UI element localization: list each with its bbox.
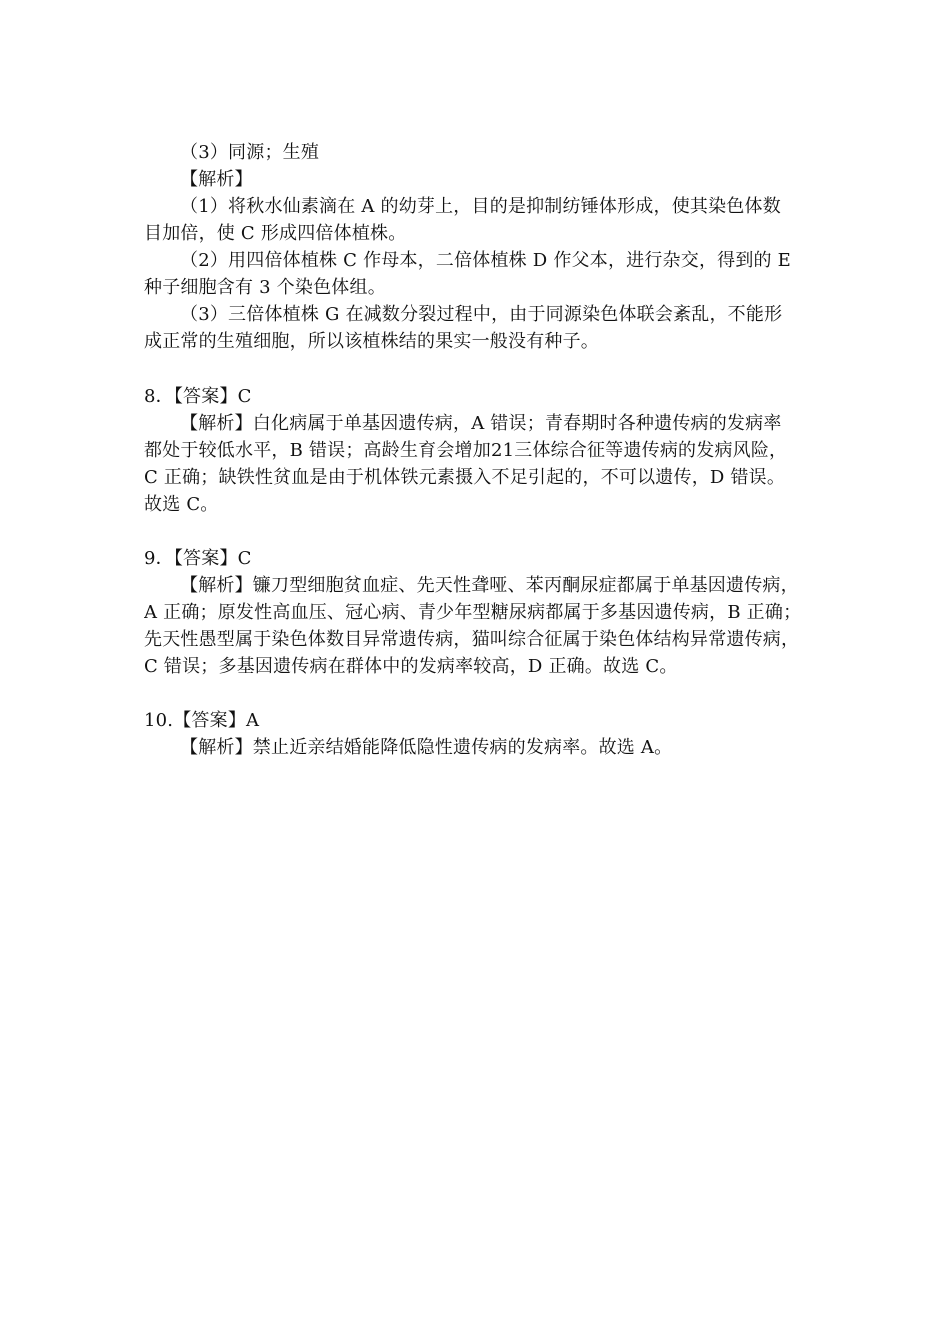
question-8-answer: 8．【答案】C <box>144 386 252 407</box>
question-9 <box>144 545 820 680</box>
answer-part-3: （3）同源；生殖 <box>180 142 320 163</box>
analysis-line: 【解析】白化病属于单基因遗传病，A 错误；青春期时各种遗传病的发病率 <box>180 413 782 434</box>
analysis-line: 种子细胞含有 3 个染色体组。 <box>144 277 386 298</box>
analysis-label: 【解析】 <box>180 169 253 190</box>
question-8 <box>144 383 820 518</box>
analysis-line: （1）将秋水仙素滴在 A 的幼芽上，目的是抑制纺锤体形成，使其染色体数 <box>180 196 781 217</box>
analysis-line: 成正常的生殖细胞，所以该植株结的果实一般没有种子。 <box>144 331 599 352</box>
analysis-line: 故选 C。 <box>144 494 219 515</box>
question-10-answer: 10.【答案】A <box>144 710 260 731</box>
analysis-line: C 错误；多基因遗传病在群体中的发病率较高，D 正确。故选 C。 <box>144 656 678 677</box>
analysis-line: （3）三倍体植株 G 在减数分裂过程中，由于同源染色体联会紊乱，不能形 <box>180 304 783 325</box>
question-7-continuation <box>144 139 820 355</box>
question-10 <box>144 707 820 761</box>
analysis-line: 先天性愚型属于染色体数目异常遗传病，猫叫综合征属于染色体结构异常遗传病， <box>144 629 800 650</box>
question-9-answer: 9．【答案】C <box>144 548 252 569</box>
analysis-line: 都处于较低水平，B 错误；高龄生育会增加21三体综合征等遗传病的发病风险， <box>144 440 788 461</box>
analysis-line: 【解析】镰刀型细胞贫血症、先天性聋哑、苯丙酮尿症都属于单基因遗传病， <box>180 575 799 596</box>
analysis-line: A 正确；原发性高血压、冠心病、青少年型糖尿病都属于多基因遗传病，B 正确； <box>144 602 802 623</box>
analysis-line: 目加倍，使 C 形成四倍体植株。 <box>144 223 407 244</box>
analysis-line: 【解析】禁止近亲结婚能降低隐性遗传病的发病率。故选 A。 <box>180 737 673 758</box>
analysis-line: （2）用四倍体植株 C 作母本，二倍体植株 D 作父本，进行杂交，得到的 E <box>180 250 792 271</box>
analysis-line: C 正确；缺铁性贫血是由于机体铁元素摄入不足引起的，不可以遗传，D 错误。 <box>144 467 786 488</box>
